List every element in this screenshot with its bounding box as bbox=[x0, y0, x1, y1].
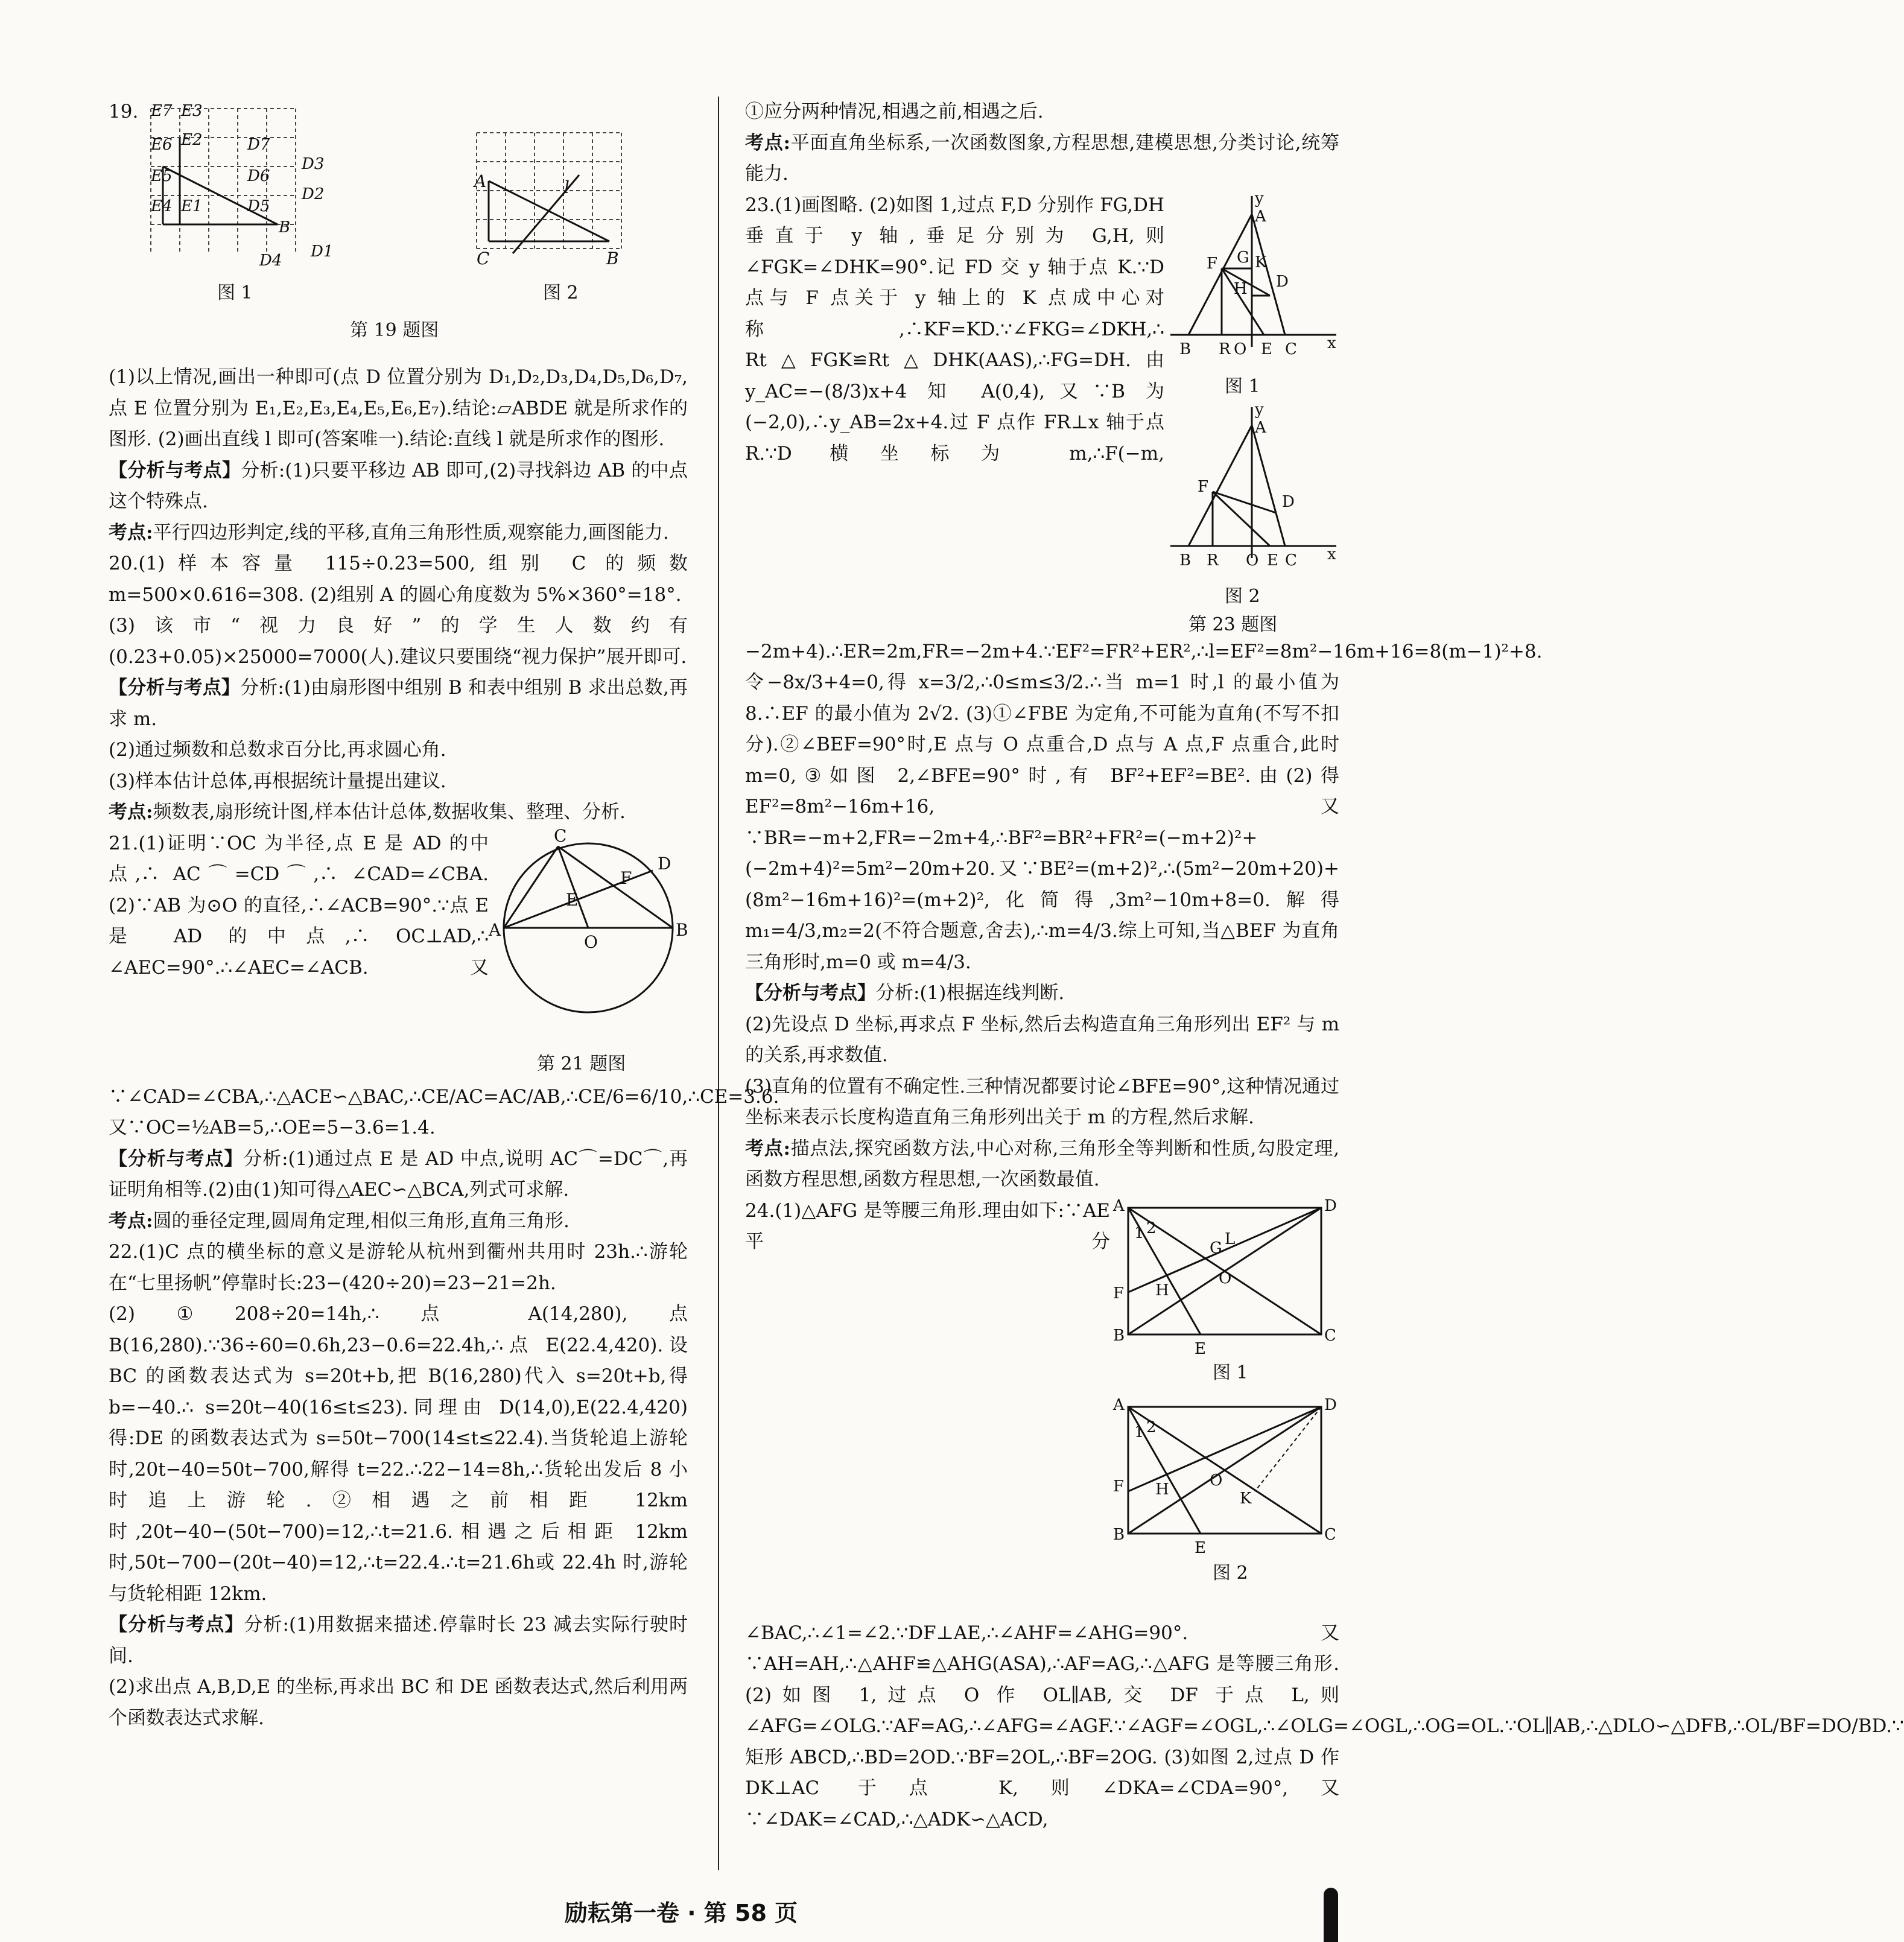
fig-label: E bbox=[1195, 1538, 1206, 1557]
fig-label: E1 bbox=[181, 197, 203, 215]
fig-label: D4 bbox=[259, 252, 282, 270]
fig-label: H bbox=[1234, 279, 1248, 298]
analysis-tag: 【分析与考点】 bbox=[109, 1147, 244, 1170]
analysis-tag: 【分析与考点】 bbox=[109, 459, 241, 481]
fig-label: D bbox=[1276, 272, 1289, 291]
q21-points bbox=[109, 1206, 688, 1237]
points-text: 平面直角坐标系,一次函数图象,方程思想,建模思想,分类讨论,统筹能力. bbox=[745, 132, 1339, 185]
q23-analysis-3: (3)直角的位置有不确定性.三种情况都要讨论∠BFE=90°,这种情况通过坐标来表示长度构造直角三角形列出关于 m 的方程,然后求解. bbox=[745, 1075, 1339, 1128]
fig-label: R bbox=[1207, 551, 1219, 570]
fig-label: x bbox=[1327, 334, 1336, 352]
fig-label: x bbox=[1327, 545, 1336, 563]
points-tag: 考点: bbox=[745, 132, 790, 154]
q19-grid-figure-1 bbox=[139, 97, 392, 278]
q20-answer-1 bbox=[109, 548, 688, 611]
fig-label: B bbox=[676, 919, 688, 940]
fig-label: D bbox=[658, 853, 671, 874]
q20-analysis-3: (3)样本估计总体,再根据统计量提出建议. bbox=[109, 770, 446, 792]
fig-label: E bbox=[1267, 551, 1278, 570]
q22-analysis-cont: ①应分两种情况,相遇之前,相遇之后. bbox=[745, 101, 1044, 122]
q22-analysis bbox=[109, 1610, 688, 1672]
points-tag: 考点: bbox=[109, 521, 153, 544]
fig-label: C bbox=[1285, 551, 1297, 570]
q24-fig2-caption: 图 2 bbox=[1213, 1562, 1248, 1584]
fig-label: E7 bbox=[151, 102, 173, 120]
fig-label: D2 bbox=[302, 185, 325, 203]
fig-label: O bbox=[1219, 1269, 1232, 1287]
q23-fig1-caption: 图 1 bbox=[1225, 375, 1260, 397]
q24-figure-1 bbox=[1110, 1196, 1339, 1377]
fig-label: C bbox=[477, 249, 490, 268]
fig-label: E bbox=[1261, 340, 1272, 358]
q22-answer-2: (2)①208÷20=14h,∴点 A(14,280),点 B(16,280).∵36÷60=0.6h,23−0.6=22.4h,∴点 E(22.4,420).设 BC 的函数表达式为 s=20t+b,把 B(16,280)代入 s=20t+b,得 b=−40.∴ s=20t−40(16≤t≤23).同理由 D(14,0),E(22.4,420)得:DE 的函数表达式为 s=50t−700(14≤t≤22.4).当货轮追上游轮时,20t−40=50t−700,解得 t=22.∴22−14=8h,∴货轮出发后 8 小时追上游轮.②相遇之前相距 12km 时,20t−40−(50t−700)=12,∴t=21.6.相遇之后相距 12km 时,50t−700−(20t−40)=12,∴t=22.4.∴t=21.6h或 22.4h 时,游轮与货轮相距 12km. bbox=[109, 1303, 688, 1605]
analysis-tag: 【分析与考点】 bbox=[109, 1614, 244, 1636]
analysis-text: 分析:(1)通过点 E 是 AD 中点,说明 AC⌒=DC⌒,再证明角相等.(2)由(1)知可得△AEC∽△BCA,列式可求解. bbox=[109, 1147, 688, 1201]
q21-number: 21. bbox=[109, 832, 139, 854]
points-tag: 考点: bbox=[109, 1210, 153, 1232]
fig-label: C bbox=[1285, 340, 1297, 358]
fig-label: B bbox=[1113, 1326, 1125, 1345]
q20-number: 20. bbox=[109, 553, 139, 574]
q24-figure-2 bbox=[1110, 1395, 1339, 1576]
q24-text: (1)△AFG 是等腰三角形.理由如下:∵AE 平分∠BAC,∴∠1=∠2.∵DF⊥AE,∴∠AHF=∠AHG=90°.又∵AH=AH,∴△AHF≌△AHG(ASA),∴AF=AG,∴△AFG 是等腰三角形. (2)如图 1,过点 O 作 OL∥AB,交 DF 于点 L,则∠AFG=∠OLG.∵AF=AG,∴∠AFG=∠AGF.∵∠AGF=∠OGL,∴∠OLG=∠OGL,∴OG=OL.∵OL∥AB,∴△DLO∽△DFB,∴OL/BF=DO/BD.∵矩形 ABCD,∴BD=2OD.∵BF=2OL,∴BF=2OG. (3)如图 2,过点 D 作 DK⊥AC 于点 K,则∠DKA=∠CDA=90°,又∵∠DAK=∠CAD,∴△ADK∽△ACD, bbox=[745, 1199, 1904, 1830]
q19-grid-figure-2 bbox=[459, 121, 639, 278]
q23-figure-1 bbox=[1164, 190, 1339, 371]
points-tag: 考点: bbox=[745, 1137, 790, 1160]
points-text: 平行四边形判定,线的平移,直角三角形性质,观察能力,画图能力. bbox=[153, 521, 669, 544]
column-divider bbox=[718, 97, 719, 1870]
fig-label: 2 bbox=[1146, 1418, 1157, 1436]
q24-fig1-caption: 图 1 bbox=[1213, 1362, 1248, 1383]
fig-label: B bbox=[1179, 340, 1192, 358]
fig-label: A bbox=[1113, 1196, 1125, 1215]
fig-label: F bbox=[1113, 1477, 1125, 1496]
fig-label: L bbox=[1225, 1230, 1236, 1248]
fig-label: H bbox=[1155, 1480, 1169, 1499]
fig-label: H bbox=[1155, 1281, 1169, 1299]
fig-label: E4 bbox=[151, 197, 173, 215]
q21-text: (1)证明∵OC 为半径,点 E 是 AD 的中点,∴ AC⌒=CD⌒,∴ ∠CAD=∠CBA. (2)∵AB 为⊙O 的直径,∴∠ACB=90°.∵点 E 是 AD 的中点,∴ OC⊥AD,∴ ∠AEC=90°.∴∠AEC=∠ACB.又∵∠CAD=∠CBA,∴△ACE∽△BAC,∴CE/AC=AC/AB,∴CE/6=6/10,∴CE=3.6.又∵OC=½AB=5,∴OE=5−3.6=1.4. bbox=[109, 832, 779, 1138]
q23-figure-title: 第 23 题图 bbox=[1188, 614, 1278, 635]
q20-points bbox=[109, 797, 688, 828]
page-footer: 励耘第一卷 · 第 58 页 bbox=[564, 1900, 798, 1926]
points-text: 描点法,探究函数方法,中心对称,三角形全等判断和性质,勾股定理,函数方程思想,函数方程思想,一次函数最值. bbox=[745, 1137, 1339, 1190]
fig-label: A bbox=[474, 171, 487, 191]
q22-text-1: (1)C 点的横坐标的意义是游轮从杭州到衢州共用时 23h.∴游轮在“七里扬帆”停靠时长:23−(420÷20)=23−21=2h. bbox=[109, 1241, 688, 1294]
q21-figure bbox=[489, 825, 688, 1082]
q23-analysis bbox=[745, 978, 1339, 1009]
fig-label: 1 bbox=[1134, 1423, 1144, 1441]
fig-label: D6 bbox=[247, 167, 270, 185]
fig-label: K bbox=[1240, 1489, 1252, 1508]
fig-label: A bbox=[1255, 207, 1266, 226]
fig-label: D bbox=[1324, 1196, 1337, 1215]
fig-label: y bbox=[1255, 400, 1264, 419]
fig-label: E3 bbox=[181, 102, 203, 120]
q23-points bbox=[745, 1134, 1339, 1196]
points-text: 频数表,扇形统计图,样本估计总体,数据收集、整理、分析. bbox=[153, 801, 626, 823]
fig-label: B bbox=[279, 218, 291, 236]
q22-analysis-2: (2)求出点 A,B,D,E 的坐标,再求出 BC 和 DE 函数表达式,然后利用两个函数表达式求解. bbox=[109, 1676, 688, 1729]
fig-label: D bbox=[1282, 492, 1295, 511]
fig-label: E bbox=[1195, 1339, 1206, 1358]
analysis-text: 分析:(1)由扇形图中组别 B 和表中组别 B 求出总数,再求 m. bbox=[109, 677, 688, 730]
fig-label: G bbox=[1210, 1239, 1222, 1257]
analysis-text: 分析:(1)只要平移边 AB 即可,(2)寻找斜边 AB 的中点这个特殊点. bbox=[109, 459, 688, 512]
points-text: 圆的垂径定理,圆周角定理,相似三角形,直角三角形. bbox=[153, 1210, 570, 1232]
fig-label: D bbox=[1324, 1395, 1337, 1414]
fig-label: F bbox=[620, 868, 632, 888]
fig-label: B bbox=[1179, 551, 1192, 570]
fig-label: C bbox=[1324, 1326, 1336, 1345]
fig-label: O bbox=[584, 931, 598, 952]
q20-answer-2: (3)该市“视力良好”的学生人数约有(0.23+0.05)×25000=7000(人).建议只要围绕“视力保护”展开即可. bbox=[109, 615, 688, 668]
q19-analysis bbox=[109, 455, 688, 518]
fig-label: F bbox=[1113, 1284, 1125, 1303]
fig-label: G bbox=[1237, 248, 1249, 267]
fig-label: D5 bbox=[247, 197, 270, 215]
right-column bbox=[745, 97, 1904, 1835]
fig-label: A bbox=[489, 919, 501, 940]
q24-number: 24. bbox=[745, 1199, 775, 1222]
fig-label: F bbox=[1198, 477, 1209, 496]
q23-text: (1)画图略. (2)如图 1,过点 F,D 分别作 FG,DH 垂直于 y 轴,垂足分别为 G,H,则∠FGK=∠DHK=90°.记 FD 交 y 轴于点 K.∵D 点与 F 点关于 y 轴上的 K 点成中心对称,∴KF=KD.∵∠FKG=∠DKH,∴ Rt△FGK≌Rt△DHK(AAS),∴FG=DH.由 y_AC=−(8/3)x+4 知 A(0,4),又∵B 为(−2,0),∴y_AB=2x+4.过 F 点作 FR⊥x 轴于点 R.∵D 横坐标为 m,∴F(−m,−2m+4).∴ER=2m,FR=−2m+4.∵EF²=FR²+ER²,∴l=EF²=8m²−16m+16=8(m−1)²+8.令−8x/3+4=0,得 x=3/2,∴0≤m≤3/2.∴当 m=1 时,l 的最小值为 8.∴EF 的最小值为 2√2. (3)①∠FBE 为定角,不可能为直角(不写不扣分).②∠BEF=90°时,E 点与 O 点重合,D 点与 A 点,F 点重合,此时 m=0,③如图 2,∠BFE=90°时,有 BF²+EF²=BE².由(2)得 EF²=8m²−16m+16,又∵BR=−m+2,FR=−2m+4,∴BF²=BR²+FR²=(−m+2)²+(−2m+4)²=5m²−20m+20.又∵BE²=(m+2)²,∴(5m²−20m+20)+(8m²−16m+16)²=(m+2)²,化简得,3m²−10m+8=0.解得 m₁=4/3,m₂=2(不符合题意,舍去),∴m=4/3.综上可知,当△BEF 为直角三角形时,m=0 或 m=4/3. bbox=[745, 194, 1543, 973]
fig-label: D1 bbox=[311, 243, 334, 261]
analysis-text: 分析:(1)用数据来描述.停靠时长 23 减去实际行驶时间. bbox=[109, 1614, 688, 1667]
q19-figure-1 bbox=[139, 97, 392, 288]
fig-label: C bbox=[1324, 1525, 1336, 1544]
q23-block bbox=[745, 189, 1543, 1196]
q23-analysis-2: (2)先设点 D 坐标,再求点 F 坐标,然后去构造直角三角形列出 EF² 与 m 的关系,再求数值. bbox=[745, 1013, 1339, 1066]
fig-label: O bbox=[1210, 1471, 1223, 1490]
analysis-tag: 【分析与考点】 bbox=[109, 677, 241, 699]
q24-block bbox=[745, 1196, 1904, 1836]
analysis-tag: 【分析与考点】 bbox=[745, 982, 876, 1004]
fig-label: O bbox=[1246, 551, 1259, 570]
q19-number: 19. bbox=[109, 101, 139, 122]
analysis-text: 分析:(1)根据连线判断. bbox=[876, 982, 1065, 1004]
q23-number: 23. bbox=[745, 194, 775, 216]
q20-text-1: (1)样本容量 115÷0.23=500,组别 C 的频数 m=500×0.616=308. (2)组别 A 的圆心角度数为 5%×360°=18°. bbox=[109, 553, 688, 606]
q24-figures bbox=[1110, 1196, 1339, 1618]
fig-label: A bbox=[1113, 1395, 1125, 1414]
q19-fig1-caption: 图 1 bbox=[217, 282, 253, 303]
fig-label: 1 bbox=[1134, 1223, 1144, 1242]
fig-label: F bbox=[1207, 254, 1218, 273]
fig-label: A bbox=[1255, 418, 1266, 437]
q22-answer-1 bbox=[109, 1237, 688, 1299]
fig-label: l bbox=[564, 177, 570, 197]
q20-analysis bbox=[109, 673, 688, 735]
fig-label: E6 bbox=[151, 136, 173, 154]
q22-points bbox=[745, 128, 1339, 190]
q20-analysis-2: (2)通过频数和总数求百分比,再求圆心角. bbox=[109, 739, 446, 761]
fig-label: E bbox=[566, 889, 579, 910]
fig-label: 2 bbox=[1146, 1219, 1157, 1237]
q23-fig2-caption: 图 2 bbox=[1225, 585, 1260, 607]
fig-label: B bbox=[606, 249, 619, 268]
fig-label: E5 bbox=[151, 167, 173, 185]
q22-number: 22. bbox=[109, 1241, 139, 1263]
fig-label: C bbox=[554, 825, 567, 846]
fig-label: D3 bbox=[302, 155, 325, 173]
fig-label: K bbox=[1255, 253, 1267, 271]
q23-figure-2 bbox=[1164, 401, 1339, 582]
fig-label: O bbox=[1234, 340, 1247, 358]
points-tag: 考点: bbox=[109, 801, 153, 823]
q19-answer: (1)以上情况,画出一种即可(点 D 位置分别为 D₁,D₂,D₃,D₄,D₅,D₆,D₇,点 E 位置分别为 E₁,E₂,E₃,E₄,E₅,E₆,E₇).结论:▱ABDE 就是所求作的图形. (2)画出直线 l 即可(答案唯一).结论:直线 l 就是所求作的图形. bbox=[109, 366, 688, 450]
page-edge-mark bbox=[1324, 1888, 1338, 1942]
q21-analysis bbox=[109, 1144, 688, 1206]
q19-figure-2 bbox=[459, 121, 639, 288]
fig-label: R bbox=[1219, 340, 1231, 358]
q19-figure-title: 第 19 题图 bbox=[350, 320, 439, 341]
q21-circle-figure bbox=[489, 825, 688, 1046]
q23-figures bbox=[1164, 190, 1339, 636]
fig-label: E2 bbox=[181, 131, 203, 149]
q19-fig2-caption: 图 2 bbox=[543, 282, 579, 303]
q19-figures bbox=[109, 97, 688, 362]
q21-figure-title: 第 21 题图 bbox=[537, 1053, 626, 1074]
left-column bbox=[109, 97, 779, 1734]
fig-label: y bbox=[1255, 189, 1264, 208]
fig-label: B bbox=[1113, 1525, 1125, 1544]
fig-label: D7 bbox=[247, 136, 270, 154]
q19-points bbox=[109, 518, 688, 549]
